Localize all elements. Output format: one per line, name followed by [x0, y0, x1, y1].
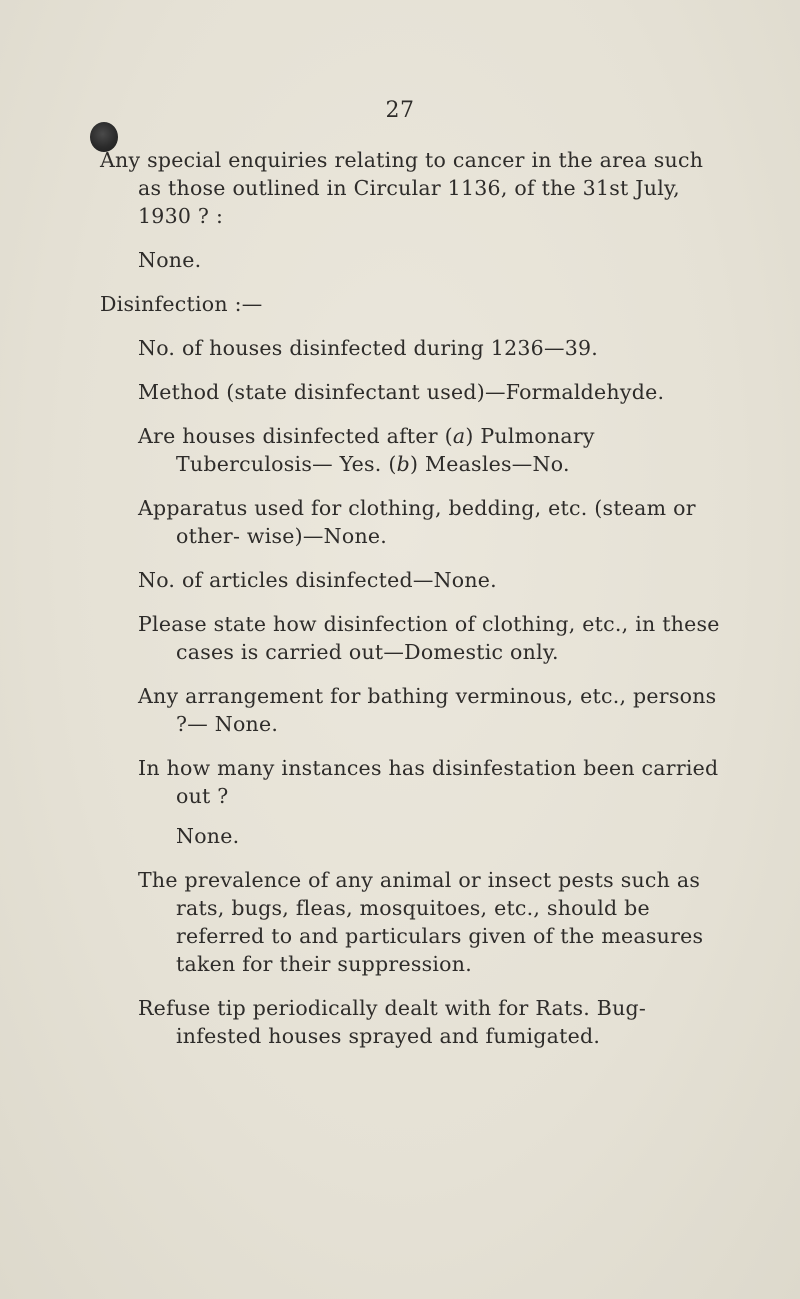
houses-disinfected-after	[138, 422, 720, 478]
document-body	[100, 146, 720, 1066]
cancer-answer: None.	[138, 248, 202, 272]
page-number: 27	[385, 98, 415, 123]
disinfestation-question: In how many instances has disinfestation been carried out ?	[138, 756, 719, 808]
houses-after-mid: ) Pulmonary Tuberculosis— Yes. (	[176, 424, 595, 476]
apparatus-used: Apparatus used for clothing, bedding, etc. (steam or other- wise)—None.	[138, 496, 696, 548]
houses-disinfected: No. of houses disinfected during 1236—39.	[138, 336, 599, 360]
houses-after-b: b	[396, 452, 410, 476]
pests-question: The prevalence of any animal or insect pests such as rats, bugs, fleas, mosquitoes, etc., should be referred to and particulars given of the measures taken for their suppression.	[138, 868, 704, 976]
cancer-question: Any special enquiries relating to cancer in the area such as those outlined in Circular 1136, of the 31st July, 1930 ? :	[100, 148, 704, 228]
disinfectant-method: Method (state disinfectant used)—Formaldehyde.	[138, 380, 665, 404]
disinfection-heading: Disinfection :—	[100, 292, 263, 316]
houses-after-prefix: Are houses disinfected after (	[138, 424, 453, 448]
houses-after-suffix: ) Measles—No.	[409, 452, 570, 476]
disinfestation-answer: None.	[176, 824, 240, 848]
articles-disinfected: No. of articles disinfected—None.	[138, 568, 497, 592]
bathing-arrangement: Any arrangement for bathing verminous, etc., persons ?— None.	[138, 684, 717, 736]
clothing-disinfection-method: Please state how disinfection of clothing, etc., in these cases is carried out—Domestic only.	[138, 612, 720, 664]
houses-after-a: a	[452, 424, 466, 448]
pests-answer: Refuse tip periodically dealt with for Rats. Bug- infested houses sprayed and fumigated.	[138, 996, 647, 1048]
